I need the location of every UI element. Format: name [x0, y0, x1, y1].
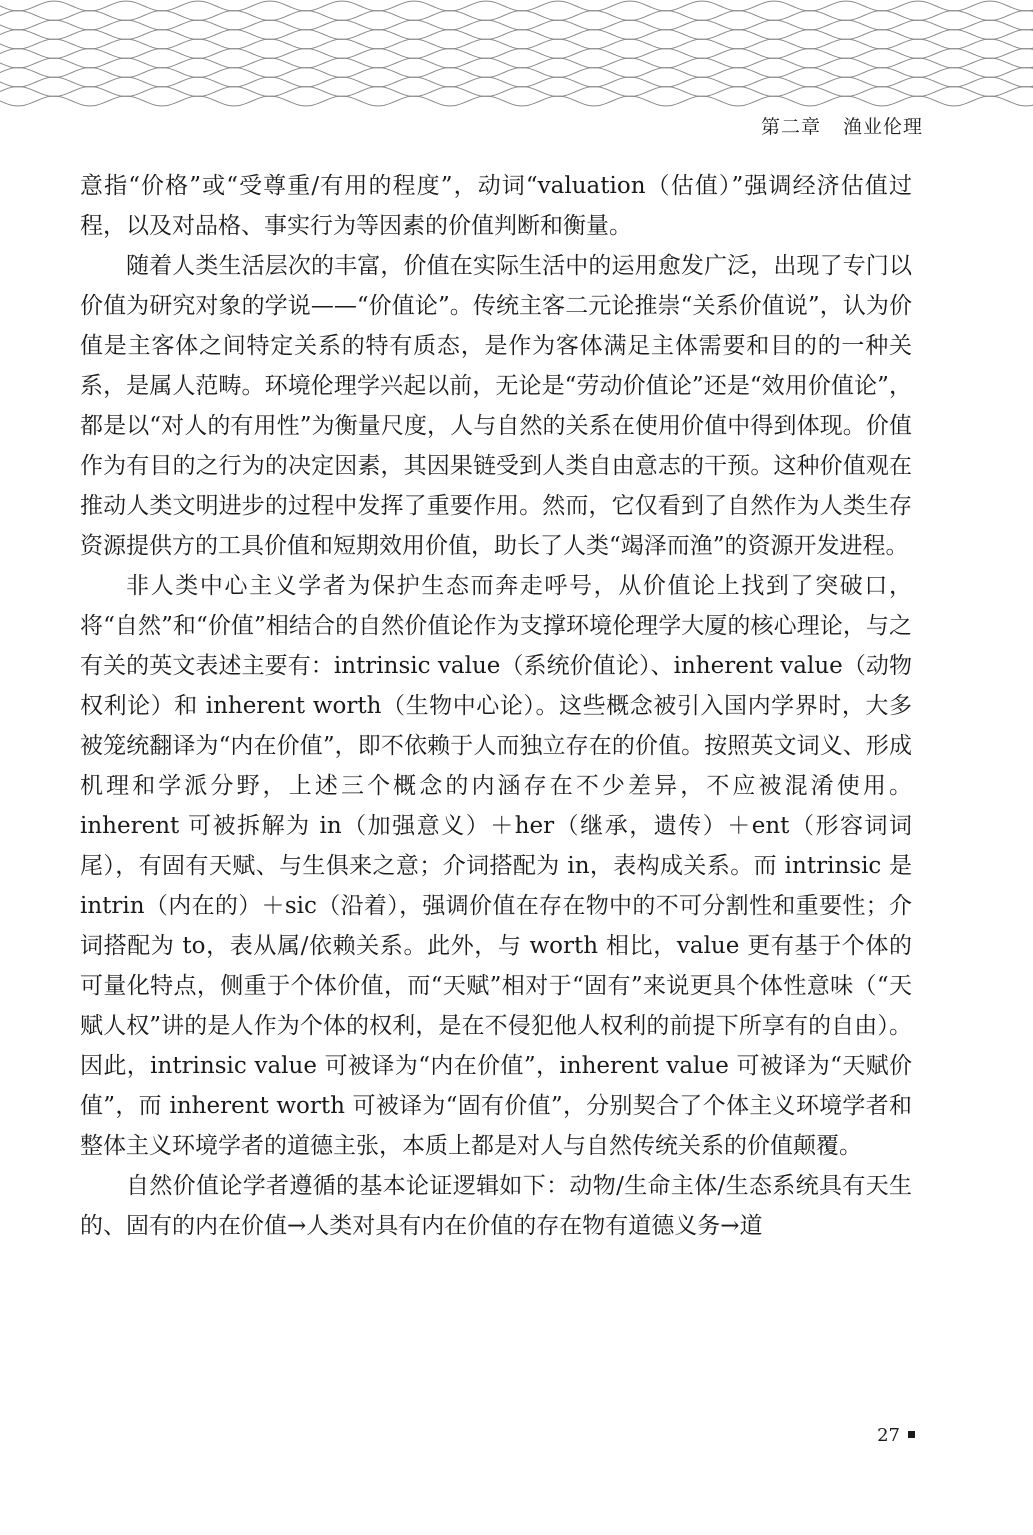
- wave-line: [0, 87, 1033, 97]
- wave-line: [0, 1, 1033, 11]
- chapter-number: 第二章: [760, 116, 821, 138]
- wave-line: [0, 58, 1033, 68]
- decorative-wave-band: [0, 0, 1033, 110]
- page-number: [877, 1425, 915, 1446]
- wave-line: [0, 39, 1033, 49]
- wave-line: [0, 20, 1033, 30]
- page-marker-square: [908, 1431, 915, 1438]
- chapter-title: 渔业伦理: [842, 116, 923, 138]
- wave-line: [0, 96, 1033, 106]
- running-head: [761, 112, 923, 139]
- paragraph-continued: 意指“价格”或“受尊重/有用的程度”，动词“valuation（估值）”强调经济估值过程，以及对品格、事实行为等因素的价值判断和衡量。: [80, 173, 912, 239]
- wave-line: [0, 30, 1033, 40]
- body-text: [80, 166, 912, 1246]
- paragraph: 随着人类生活层次的丰富，价值在实际生活中的运用愈发广泛，出现了专门以价值为研究对象的学说——“价值论”。传统主客二元论推崇“关系价值说”，认为价值是主客体之间特定关系的特有质态，是作为客体满足主体需要和目的的一种关系，是属人范畴。环境伦理学兴起以前，无论是“劳动价值论”还是“效用价值论”，都是以“对人的有用性”为衡量尺度，人与自然的关系在使用价值中得到体现。价值作为有目的之行为的决定因素，其因果链受到人类自由意志的干预。这种价值观在推动人类文明进步的过程中发挥了重要作用。然而，它仅看到了自然作为人类生存资源提供方的工具价值和短期效用价值，助长了人类“竭泽而渔”的资源开发进程。: [80, 253, 912, 559]
- wave-line: [0, 11, 1033, 21]
- page-number-value: 27: [877, 1425, 900, 1446]
- wave-line: [0, 49, 1033, 59]
- paragraph: 自然价值论学者遵循的基本论证逻辑如下：动物/生命主体/生态系统具有天生的、固有的内在价值→人类对具有内在价值的存在物有道德义务→道: [80, 1173, 912, 1239]
- wave-line: [0, 68, 1033, 78]
- wave-line: [0, 77, 1033, 87]
- paragraph: 非人类中心主义学者为保护生态而奔走呼号，从价值论上找到了突破口，将“自然”和“价值”相结合的自然价值论作为支撑环境伦理学大厦的核心理论，与之有关的英文表述主要有：intrinsic value（系统价值论）、inherent value（动物权利论）和 inherent worth（生物中心论）。这些概念被引入国内学界时，大多被笼统翻译为“内在价值”，即不依赖于人而独立存在的价值。按照英文词义、形成机理和学派分野，上述三个概念的内涵存在不少差异，不应被混淆使用。inherent 可被拆解为 in（加强意义）＋her（继承，遗传）＋ent（形容词词尾），有固有天赋、与生俱来之意；介词搭配为 in，表构成关系。而 intrinsic 是 intrin（内在的）＋sic（沿着），强调价值在存在物中的不可分割性和重要性；介词搭配为 to，表从属/依赖关系。此外，与 worth 相比，value 更有基于个体的可量化特点，侧重于个体价值，而“天赋”相对于“固有”来说更具个体性意味（“天赋人权”讲的是人作为个体的权利，是在不侵犯他人权利的前提下所享有的自由）。因此，intrinsic value 可被译为“内在价值”，inherent value 可被译为“天赋价值”，而 inherent worth 可被译为“固有价值”，分别契合了个体主义环境学者和整体主义环境学者的道德主张，本质上都是对人与自然传统关系的价值颠覆。: [80, 573, 912, 1159]
